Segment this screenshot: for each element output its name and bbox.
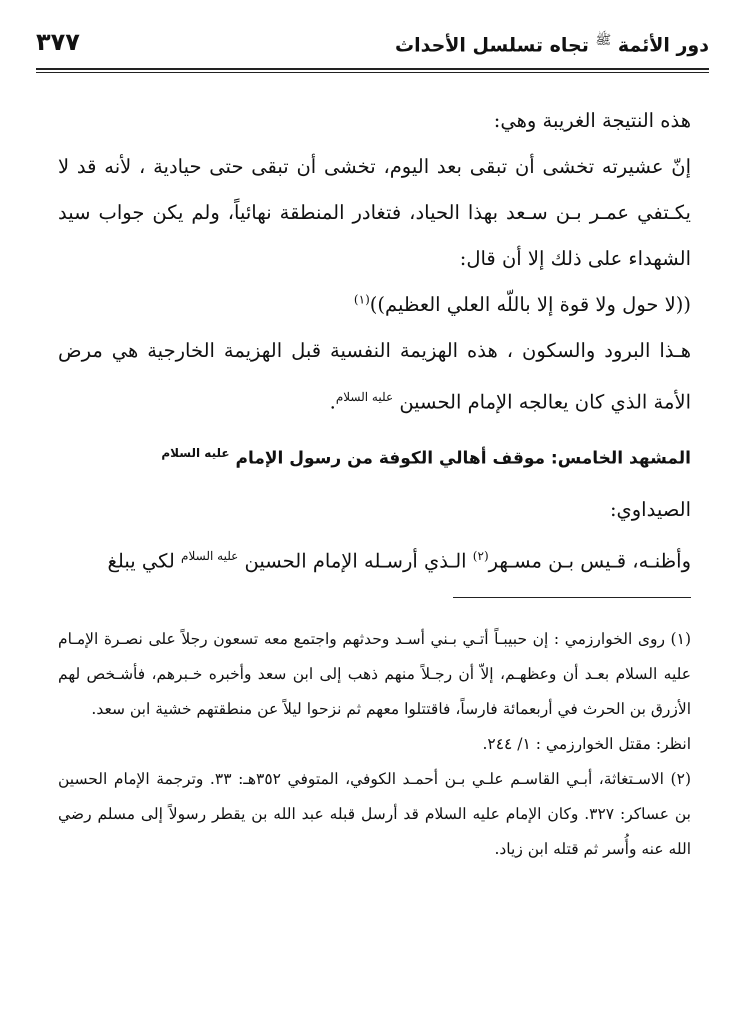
paragraph-coldness (58, 328, 691, 426)
footnote-divider (453, 597, 691, 598)
quote-text: ((لا حول ولا قوة إلا باللّه العلي العظيم)) (369, 293, 691, 316)
footnote-ref-1[interactable]: (١) (353, 292, 370, 307)
honorific-glyph: عليه السلام (181, 549, 239, 564)
main-text (58, 98, 691, 585)
paragraph-qais-part3: لكي يبلغ (107, 549, 175, 573)
running-title-part1: دور الأئمة (617, 34, 709, 57)
paragraph-qais (58, 533, 691, 585)
footnote-1-text: روى الخوارزمي : إن حبيبـاً أتـي بـني أسـد وحدثهم واجتمع معه تسعون رجلاً على نصـرة الإمـام عليه السلام بعـد أن وعظهـم، إلاّ أن رجـلاً منهم ذهب إلى ابن سعد وأخبره خـبرهم، فأشـخص لهم الأزرق بن الحرث في أربعمائة فارساً، فاقتتلوا معهم ثم نزحوا ليلاً عن منطقتهم خشية ابن سعد. (58, 630, 691, 718)
running-title (395, 32, 709, 56)
header-divider (36, 68, 709, 73)
footnote-1 (58, 622, 691, 727)
paragraph-qais-part1: وأظنـه، قـيس بـن مسـهر (488, 549, 691, 573)
paragraph-qais-part2: الـذي أرسـله الإمام الحسين (244, 549, 467, 573)
footnotes (58, 622, 691, 867)
footnote-ref-2[interactable]: (٢) (472, 549, 489, 564)
paragraph-coldness-text: هـذا البرود والسكون ، هذه الهزيمة النفسية قبل الهزيمة الخارجية هي مرض الأمة الذي كان يعالجه الإمام الحسين (58, 339, 691, 414)
paragraph-intro: هذه النتيجة الغريبة وهي: (493, 109, 691, 132)
footnote-2-label: (٢) (670, 770, 691, 788)
footnote-1-source: انظر: مقتل الخوارزمي : ١/ ٢٤٤. (482, 735, 691, 753)
page-header (36, 26, 709, 66)
honorific-glyph: عليه السلام (161, 445, 230, 460)
running-title-part2: تجاه تسلسل الأحداث (395, 34, 589, 57)
honorific-glyph: عليه السلام (335, 390, 394, 404)
quote-line (58, 282, 691, 328)
footnote-2 (58, 762, 691, 867)
footnote-1-label: (١) (670, 630, 691, 648)
footnote-2-text: الاسـتغاثة، أبـي القاسـم علـي بـن أحمـد الكوفي، المتوفي ٣٥٢هـ: ٣٣. وترجمة الإمام الحسين بن عساكر: ٣٢٧. وكان الإمام عليه السلام قد أرسل قبله عبد الله بن يقطر رسولاً إلى مسلم رضي الله عنه وأُسر ثم قتله ابن زياد. (58, 770, 691, 858)
section-heading-text: المشهد الخامس: موقف أهالي الكوفة من رسول الإمام (235, 448, 691, 469)
section-heading (58, 430, 691, 482)
paragraph-end-mark: . (329, 390, 336, 414)
paragraph-saidawi: الصيداوي: (609, 498, 691, 522)
honorific-glyph: ﷺ (595, 33, 612, 48)
page-number: ٣٧٧ (36, 28, 80, 56)
paragraph-tribe: إنّ عشيرته تخشى أن تبقى بعد اليوم، تخشى أن تبقى حتى حيادية ، لأنه قد لا يكـتفي عمـر بـن سـعد بهذا الحياد، فتغادر المنطقة نهائياً، ولم يكن جواب سيد الشهداء على ذلك إلا أن قال: (58, 155, 691, 270)
